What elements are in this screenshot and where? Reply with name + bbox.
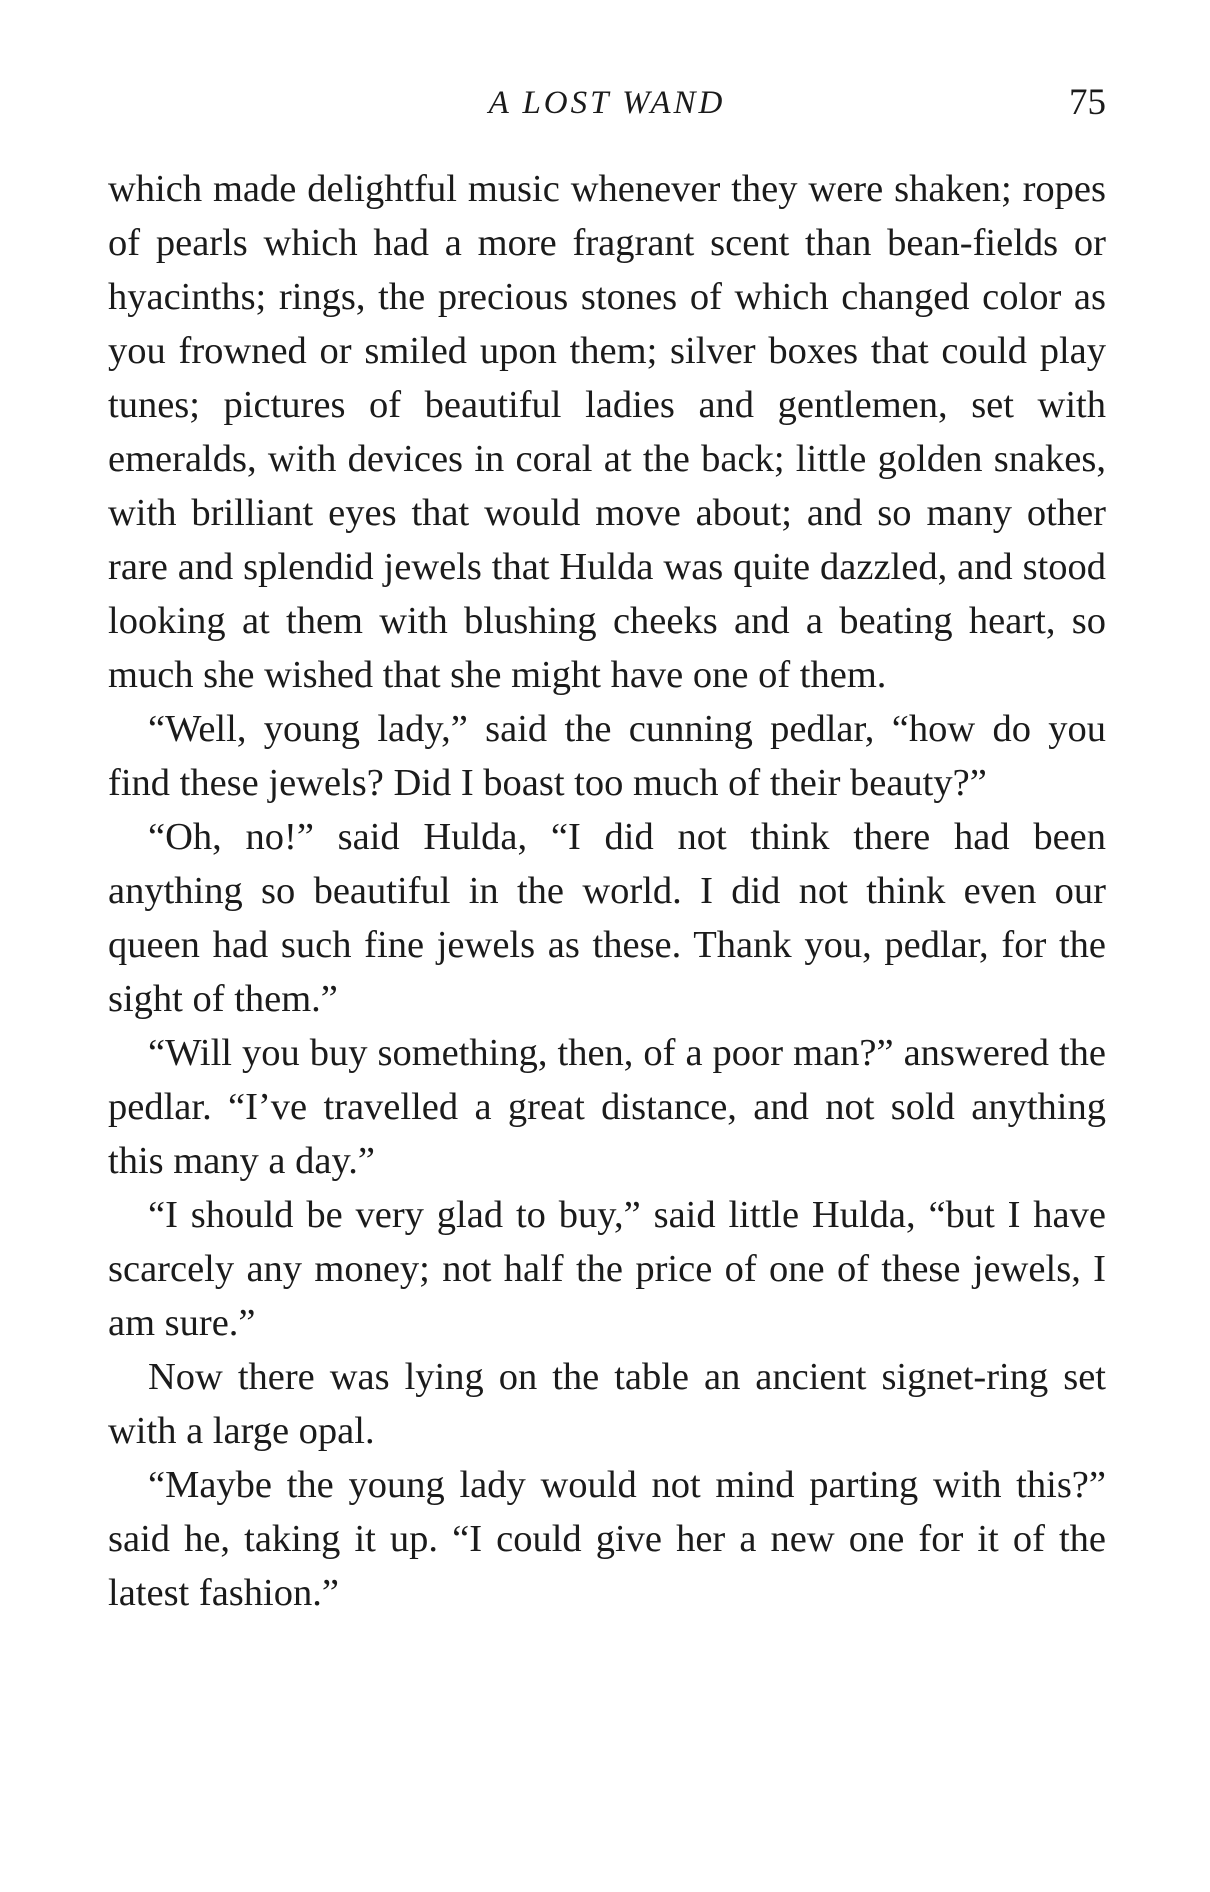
paragraph-pedlar-offer: “Will you buy something, then, of a poor man?” answered the pedlar. “I’ve travelled a great distance, and not sold anything this many a day.”: [108, 1032, 1106, 1182]
paragraph-pedlar-trade: “Maybe the young lady would not mind parting with this?” said he, taking it up. “I could give her a new one for it of the latest fashion.”: [108, 1464, 1106, 1614]
running-head: [108, 78, 1106, 128]
running-title: A LOST WAND: [488, 85, 726, 121]
paragraph-pedlar-question: “Well, young lady,” said the cunning pedlar, “how do you find these jewels? Did I boast too much of their beauty?”: [108, 708, 1106, 804]
paragraph-signet-ring: Now there was lying on the table an ancient signet-ring set with a large opal.: [108, 1356, 1106, 1452]
paragraph-hulda-money: “I should be very glad to buy,” said little Hulda, “but I have scarcely any money; not half the price of one of these jewels, I am sure.”: [108, 1194, 1106, 1344]
body-text: [108, 162, 1106, 1620]
paragraph-jewels-description: which made delightful music whenever they were shaken; ropes of pearls which had a more fragrant scent than bean-fields or hyacinths; rings, the precious stones of which changed color as you frowned or smiled upon them; silver boxes that could play tunes; pictures of beautiful ladies and gentlemen, set with emeralds, with devices in coral at the back; little golden snakes, with brilliant eyes that would move about; and so many other rare and splendid jewels that Hulda was quite dazzled, and stood looking at them with blushing cheeks and a beating heart, so much she wished that she might have one of them.: [108, 168, 1106, 696]
page-number: 75: [1069, 82, 1106, 123]
paragraph-hulda-reply: “Oh, no!” said Hulda, “I did not think there had been anything so beautiful in the world. I did not think even our queen had such fine jewels as these. Thank you, pedlar, for the sight of them.”: [108, 816, 1106, 1020]
